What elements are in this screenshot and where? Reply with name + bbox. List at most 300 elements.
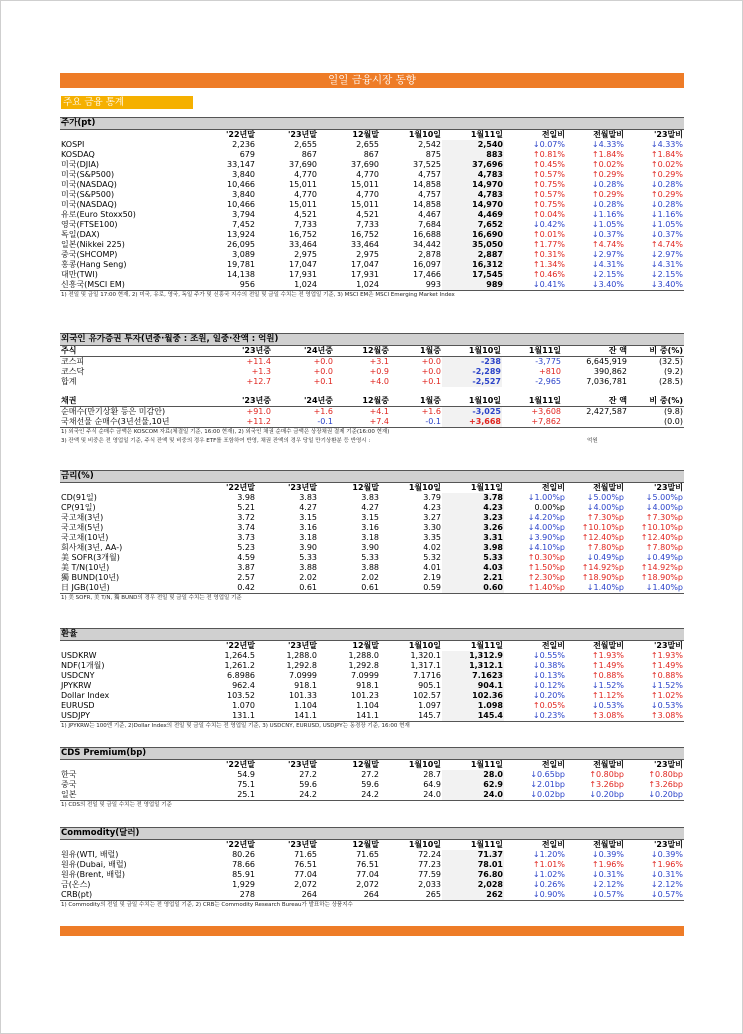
stocks-cell: 17,047 [351,260,379,269]
commodity-cell: 264 [301,890,317,899]
commodity-cell: ↓0.39% [591,850,624,859]
commodity-row [60,880,684,890]
stocks-cell: 4,770 [294,170,317,179]
fx-col-header [60,641,190,651]
cds-col-header: '23말비 [625,760,684,770]
cds-header-row [60,760,684,770]
rates-cell: 2.02 [299,573,317,582]
stocks-cell: ↑4.74% [591,240,624,249]
foreign-col-header: 1월중 [390,346,442,357]
fx-header-row [60,641,684,651]
cds-footnote: 1) CDS의 전일 및 금일 수치는 전 영업일 기준 [60,800,684,810]
foreign-bond-col-header: 1월중 [390,396,442,407]
stocks-cell: 33,464 [289,240,317,249]
cds-col-header: 1월11일 [442,760,504,770]
rates-cell: 2.21 [442,573,504,583]
stocks-col-header: 1월10일 [380,130,442,140]
cds-row [60,770,684,780]
stocks-cell: 2,887 [442,250,504,260]
cds-cell: 24.2 [299,790,317,799]
rates-cell: 3.15 [361,513,379,522]
commodity-cell: ↓1.02% [532,870,565,879]
cds-col-header [60,760,190,770]
commodity-cell: ↓2.12% [591,880,624,889]
foreign-bond-col-header: 잔 액 [562,396,628,407]
stocks-cell: 37,696 [442,160,504,170]
commodity-row-label: CRB(pt) [61,890,93,899]
foreign-bond-header-row [60,396,684,407]
foreign-cell: +0.9 [369,367,389,376]
rates-row-label: 국고채(5년) [61,523,104,532]
stocks-cell: ↑0.04% [532,210,565,219]
foreign-cell: +0.0 [421,357,441,366]
foreign-bond-cell: +1.6 [421,407,441,416]
stocks-cell: 16,752 [289,230,317,239]
fx-cell: 7.0999 [351,671,379,680]
foreign-footnote-1: 1) 외국인 주식 순매수 금액은 KOSCOM 자료(체결일 기준, 16:00 현재), 2) 외국인 채권 순매수 금액은 상장채권 결제 기준(16:00 현재) [60,427,684,437]
rates-row [60,533,684,543]
commodity-row [60,860,684,870]
commodity-cell: 265 [425,890,441,899]
foreign-header-row [60,346,684,357]
fx-cell: ↑0.88% [591,671,624,680]
stocks-cell: 17,931 [351,270,379,279]
foreign-cell: +0.0 [421,367,441,376]
stocks-cell: 883 [442,150,504,160]
foreign-bond-cell [562,417,628,427]
stocks-cell: 33,464 [351,240,379,249]
cds-cell: 64.9 [423,780,441,789]
commodity-cell: ↓1.20% [532,850,565,859]
commodity-footnote: 1) Commodity의 전일 및 금일 수치는 전 영업일 기준, 2) CRB는 Commodity Research Bureau가 발표하는 상품지수 [60,900,684,910]
stocks-cell: ↓4.33% [650,140,683,149]
rates-cell: 3.16 [361,523,379,532]
stocks-row-label: 미국(S&P500) [61,170,115,179]
fx-cell: 7.1716 [413,671,441,680]
fx-cell: 1.070 [232,701,255,710]
foreign-bond-cell: +7,862 [531,417,561,426]
stocks-cell: 4,770 [356,190,379,199]
foreign-bond-cell: (0.0) [664,417,683,426]
stocks-cell: ↓2.97% [591,250,624,259]
commodity-row-label: 원유(Dubai, 배럴) [61,860,127,869]
foreign-col-header: 주식 [60,346,210,357]
stocks-cell: 1,024 [294,280,317,289]
stocks-row-label: 영국(FTSE100) [61,220,118,229]
fx-cell: 1,288.0 [348,651,379,660]
rates-cell: 3.18 [299,533,317,542]
commodity-cell: 77.04 [294,870,317,879]
stocks-cell: ↓4.31% [650,260,683,269]
rates-cell: 0.61 [361,583,379,592]
stocks-cell: 3,089 [232,250,255,259]
rates-cell: 4.02 [423,543,441,552]
commodity-cell: 77.23 [418,860,441,869]
fx-row-label: EURUSD [61,701,95,710]
stocks-row-label: 일본(Nikkei 225) [61,240,125,249]
fx-row [60,711,684,721]
stocks-cell: 679 [239,150,255,159]
fx-cell: ↑1.93% [650,651,683,660]
commodity-cell: 77.04 [356,870,379,879]
fx-row-label: NDF(1개월) [61,661,105,670]
rates-cell: ↓4.00%p [527,523,565,532]
foreign-bond-col-header: 1월10일 [442,396,502,407]
rates-cell: 2.02 [361,573,379,582]
stocks-cell: 16,688 [413,230,441,239]
commodity-cell: ↓0.31% [650,870,683,879]
rates-cell: 3.26 [442,523,504,533]
stocks-cell: 4,469 [442,210,504,220]
fx-cell: 905.1 [418,681,441,690]
rates-row [60,513,684,523]
commodity-row-label: 금(온스) [61,880,91,889]
cds-row-label: 중국 [61,780,77,789]
fx-cell: ↑1.02% [650,691,683,700]
stocks-cell: 2,540 [442,140,504,150]
stocks-cell: 16,097 [413,260,441,269]
stocks-cell: 17,931 [289,270,317,279]
fx-cell: 145.7 [418,711,441,720]
foreign-col-header: 12월중 [334,346,390,357]
rates-cell: 0.61 [299,583,317,592]
cds-table [60,760,684,800]
stocks-cell: ↑0.46% [532,270,565,279]
commodity-cell: 76.51 [356,860,379,869]
cds-cell: 24.0 [423,790,441,799]
rates-cell: 2.57 [237,573,255,582]
fx-cell: ↑1.49% [650,661,683,670]
foreign-col-header: '24년중 [272,346,334,357]
cds-section [60,747,684,810]
rates-col-header: 1월11일 [442,483,504,493]
rates-cell: 3.30 [423,523,441,532]
fx-row-label: USDKRW [61,651,97,660]
foreign-cell: -3,775 [535,357,561,366]
rates-row-label: CD(91일) [61,493,97,502]
rates-cell: ↑7.30%p [645,513,683,522]
foreign-bond-cell: (9.8) [664,407,683,416]
rates-cell: ↑7.30%p [586,513,624,522]
fx-cell: 1,312.1 [442,661,504,671]
stocks-cell: ↓2.97% [650,250,683,259]
commodity-cell: ↓0.31% [591,870,624,879]
foreign-bond-cell: -0.1 [317,417,333,426]
rates-section [60,470,684,603]
commodity-cell: ↓0.57% [650,890,683,899]
fx-cell: 141.1 [356,711,379,720]
stocks-cell: 4,783 [442,190,504,200]
stocks-row-label: 미국(NASDAQ) [61,180,117,189]
rates-table [60,483,684,593]
fx-cell: ↓1.52% [591,681,624,690]
rates-header-row [60,483,684,493]
rates-cell: ↑14.92%p [581,563,624,572]
stocks-cell: ↓2.15% [650,270,683,279]
fx-col-header: '22년말 [190,641,256,651]
commodity-row [60,890,684,900]
rates-col-header: 전일비 [504,483,566,493]
fx-cell: 102.57 [413,691,441,700]
rates-cell: 0.42 [237,583,255,592]
cds-col-header: 1월10일 [380,760,442,770]
stocks-cell: 14,138 [227,270,255,279]
fx-cell: ↑3.08% [591,711,624,720]
cds-cell: 28.7 [423,770,441,779]
fx-cell: 1,317.1 [410,661,441,670]
stocks-col-header: 1월11일 [442,130,504,140]
cds-cell: 75.1 [237,780,255,789]
rates-row-label: 국고채(3년) [61,513,104,522]
cds-cell: 24.0 [442,790,504,800]
cds-row-label: 한국 [61,770,77,779]
fx-col-header: 1월10일 [380,641,442,651]
fx-table [60,641,684,721]
fx-cell: 904.1 [442,681,504,691]
foreign-bond-col-header: '23년중 [210,396,272,407]
foreign-bond-row [60,417,684,427]
rates-cell: 3.74 [237,523,255,532]
stocks-cell: 7,452 [232,220,255,229]
rates-row [60,553,684,563]
rates-cell: 5.33 [442,553,504,563]
stocks-footnote: 1) 전일 및 금일 17:00 현재, 2) 미국, 유로, 영국, 독일 주가 및 신흥국 지수의 전일 및 금일 수치는 전 영업일 기준, 3) MSCI EM은 MSCI Emerging Market Index [60,290,684,300]
foreign-cell: 7,036,781 [586,377,627,386]
foreign-cell: +3.1 [369,357,389,366]
rates-row [60,523,684,533]
stocks-cell: 13,924 [227,230,255,239]
fx-cell: 1,261.2 [224,661,255,670]
commodity-cell: 262 [442,890,504,900]
fx-section [60,628,684,731]
stocks-cell: 4,757 [418,170,441,179]
stocks-cell: 4,757 [418,190,441,199]
foreign-cell: +1.3 [251,367,271,376]
rates-cell: ↑0.30%p [527,553,565,562]
stocks-row [60,220,684,230]
rates-row-label: 獨 BUND(10년) [61,573,120,582]
rates-row [60,573,684,583]
rates-cell: 3.98 [237,493,255,502]
stocks-cell: 17,545 [442,270,504,280]
stocks-cell: 1,024 [356,280,379,289]
commodity-cell: 76.51 [294,860,317,869]
stocks-row-label: 미국(S&P500) [61,190,115,199]
rates-col-header: '23년말 [256,483,318,493]
commodity-cell: ↓0.26% [532,880,565,889]
stocks-cell: 16,752 [351,230,379,239]
foreign-bond-cell: -3,025 [442,407,502,418]
commodity-col-header [60,840,190,850]
foreign-row-label: 코스피 [61,357,85,366]
commodity-cell: 2,072 [294,880,317,889]
stocks-row-label: KOSPI [61,140,85,149]
cds-cell: 28.0 [442,770,504,780]
foreign-cell: +0.1 [421,377,441,386]
fx-cell: 1.104 [294,701,317,710]
fx-cell: 145.4 [442,711,504,721]
rates-row-label: 국고채(10년) [61,533,109,542]
foreign-bond-col-header: 비 중(%) [628,396,684,407]
rates-cell: 3.31 [442,533,504,543]
stocks-cell: 867 [363,150,379,159]
foreign-bond-col-header: 12월중 [334,396,390,407]
rates-cell: 4.23 [423,503,441,512]
commodity-cell: 80.26 [232,850,255,859]
stocks-cell: 16,690 [442,230,504,240]
rates-cell: 5.33 [299,553,317,562]
fx-row-label: USDJPY [61,711,90,720]
commodity-col-header: 12월말 [318,840,380,850]
stocks-row [60,190,684,200]
stocks-row [60,240,684,250]
stocks-cell: 2,975 [356,250,379,259]
rates-col-header: 12월말 [318,483,380,493]
stocks-cell: 15,011 [351,200,379,209]
fx-cell: 918.1 [356,681,379,690]
rates-cell: 5.21 [237,503,255,512]
commodity-header-row [60,840,684,850]
stocks-row-label: 미국(NASDAQ) [61,200,117,209]
fx-col-header: 전월말비 [566,641,625,651]
rates-cell: ↑18.90%p [581,573,624,582]
foreign-row [60,367,684,377]
cds-cell: ↑0.80bp [589,770,624,779]
fx-cell: 7.1623 [442,671,504,681]
stocks-row-label: 미국(DJIA) [61,160,100,169]
foreign-row [60,377,684,387]
stocks-cell: ↑0.57% [532,190,565,199]
foreign-cell: -2,965 [535,377,561,386]
rates-cell: 3.15 [299,513,317,522]
cds-col-header: 전일비 [504,760,566,770]
stocks-row-label: 유로(Euro Stoxx50) [61,210,136,219]
stocks-col-header [60,130,190,140]
foreign-row-label: 코스닥 [61,367,85,376]
stocks-cell: 15,011 [289,200,317,209]
fx-footnote: 1) JPYKRW는 100엔 기준, 2)Dollar Index의 전일 및 금일 수치는 전 영업일 기준, 3) USDCNY, EURUSD, USDJPY는 동경장 기준, 16:00 현재 [60,721,684,731]
rates-cell: 0.00%p [534,503,565,512]
fx-cell: 1,312.9 [442,651,504,661]
commodity-cell: 78.66 [232,860,255,869]
fx-cell: ↓0.12% [532,681,565,690]
stocks-cell: ↑0.31% [532,250,565,259]
rates-footnote: 1) 美 SOFR, 美 T/N, 獨 BUND의 경우 전일 및 금일 수치는 전 영업일 기준 [60,593,684,603]
rates-row [60,503,684,513]
rates-cell: ↑18.90%p [640,573,683,582]
rates-cell: 3.23 [442,513,504,523]
rates-cell: 4.27 [299,503,317,512]
stocks-cell: 2,236 [232,140,255,149]
stocks-cell: 37,690 [289,160,317,169]
foreign-bond-row-label: 순매수(만기상환 등은 미감안) [61,407,166,416]
foreign-col-header: 잔 액 [562,346,628,357]
stocks-header: 주가(pt) [60,117,684,130]
stocks-cell: 14,858 [413,200,441,209]
foreign-bond-cell: +3,668 [442,417,502,427]
cds-cell: 59.6 [361,780,379,789]
stocks-cell: ↑0.75% [532,180,565,189]
fx-row [60,681,684,691]
rates-cell: 3.83 [299,493,317,502]
fx-col-header: '23년말 [256,641,318,651]
foreign-col-header: 1월11일 [502,346,562,357]
rates-cell: ↑2.30%p [527,573,565,582]
stocks-section [60,117,684,300]
rates-row-label: 美 SOFR(3개월) [61,553,120,562]
rates-cell: 3.35 [423,533,441,542]
fx-cell: ↑0.88% [650,671,683,680]
commodity-cell: 71.65 [356,850,379,859]
stocks-cell: ↓0.37% [591,230,624,239]
fx-cell: 102.36 [442,691,504,701]
stocks-row [60,140,684,150]
foreign-stock-table [60,346,684,387]
bottom-bar [60,926,684,936]
stocks-cell: ↑0.57% [532,170,565,179]
stocks-cell: ↓0.28% [591,180,624,189]
stocks-row-label: KOSDAQ [61,150,95,159]
stocks-cell: 19,781 [227,260,255,269]
cds-header: CDS Premium(bp) [60,747,684,760]
commodity-col-header: 1월11일 [442,840,504,850]
stocks-cell: ↓4.33% [591,140,624,149]
foreign-cell: +810 [539,367,561,376]
stocks-cell: 10,466 [227,180,255,189]
cds-cell: 25.1 [237,790,255,799]
stocks-cell: 7,733 [294,220,317,229]
commodity-col-header: '22년말 [190,840,256,850]
commodity-section [60,827,684,910]
fx-cell: 962.4 [232,681,255,690]
rates-cell: 3.16 [299,523,317,532]
cds-cell: 54.9 [237,770,255,779]
fx-cell: ↑1.49% [591,661,624,670]
commodity-col-header: '23말비 [625,840,684,850]
commodity-cell: ↑1.96% [591,860,624,869]
rates-cell: 3.90 [299,543,317,552]
stocks-cell: ↑0.02% [591,160,624,169]
cds-cell: 27.2 [299,770,317,779]
stocks-cell: ↓4.31% [591,260,624,269]
cds-col-header: '22년말 [190,760,256,770]
fx-cell: ↓0.53% [591,701,624,710]
stocks-cell: ↓3.40% [591,280,624,289]
stocks-cell: 4,783 [442,170,504,180]
commodity-cell: 71.65 [294,850,317,859]
stocks-cell: ↓0.28% [650,180,683,189]
fx-cell: 1,320.1 [410,651,441,660]
rates-cell: ↓4.20%p [527,513,565,522]
rates-cell: ↑1.40%p [527,583,565,592]
fx-row-label: USDCNY [61,671,95,680]
rates-cell: 4.27 [361,503,379,512]
rates-col-header [60,483,190,493]
foreign-bond-cell: 2,427,587 [586,407,627,416]
stocks-col-header: '23년말 [256,130,318,140]
stocks-cell: ↓2.15% [591,270,624,279]
stocks-row-label: 홍콩(Hang Seng) [61,260,127,269]
commodity-cell: ↓0.39% [650,850,683,859]
cds-row [60,790,684,800]
rates-cell: 2.19 [423,573,441,582]
foreign-cell: +0.0 [313,367,333,376]
cds-cell: 59.6 [299,780,317,789]
rates-row-label: 美 T/N(10년) [61,563,110,572]
rates-cell: 3.78 [442,493,504,503]
stocks-cell: ↑0.02% [650,160,683,169]
commodity-cell: ↑1.01% [532,860,565,869]
